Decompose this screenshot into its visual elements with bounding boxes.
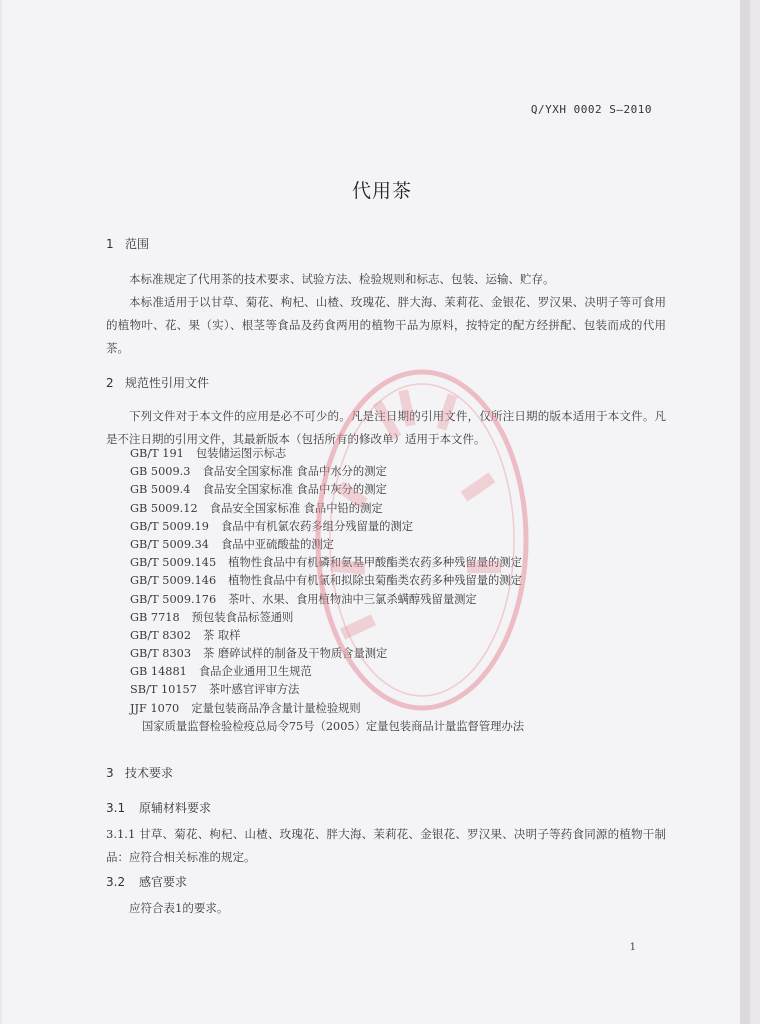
list-item: GB 5009.12 食品安全国家标准 食品中铅的测定 <box>130 501 383 515</box>
list-item: GB 5009.4 食品安全国家标准 食品中灰分的测定 <box>130 483 387 497</box>
section-number: 1 <box>106 237 114 251</box>
section-2-heading <box>106 374 209 391</box>
section-title: 技术要求 <box>125 766 174 780</box>
scope-paragraph-1: 本标准规定了代用茶的技术要求、试验方法、检验规则和标志、包装、运输、贮存。 <box>129 272 555 286</box>
section-title: 规范性引用文件 <box>125 376 210 390</box>
list-item: GB/T 8303 茶 磨碎试样的制备及干物质含量测定 <box>130 647 388 661</box>
list-item: GB 5009.3 食品安全国家标准 食品中水分的测定 <box>130 465 387 479</box>
normative-intro: 下列文件对于本文件的应用是必不可少的。凡是注日期的引用文件，仅所注日期的版本适用于本文件。凡是不注日期的引用文件，其最新版本（包括所有的修改单）适用于本文件。 <box>106 409 666 446</box>
scope-paragraph-2: 本标准适用于以甘草、菊花、枸杞、山楂、玫瑰花、胖大海、茉莉花、金银花、罗汉果、决明子等可食用的植物叶、花、果（实）、根茎等食品及药食两用的植物干品为原料，按特定的配方经拼配、包装而成的代用茶。 <box>106 295 666 355</box>
list-item: GB/T 5009.176 茶叶、水果、食用植物油中三氯杀螨醇残留量测定 <box>130 592 477 606</box>
reference-list <box>130 445 524 736</box>
page-title: 代用茶 <box>351 180 412 202</box>
list-item: JJF 1070 定量包装商品净含量计量检验规则 <box>130 701 361 715</box>
list-item: GB/T 5009.19 食品中有机氯农药多组分残留量的测定 <box>130 519 414 533</box>
list-item: GB/T 8302 茶 取样 <box>130 628 241 642</box>
document-page <box>2 0 750 1024</box>
list-item: GB/T 5009.146 植物性食品中有机氯和拟除虫菊酯类农药多种残留量的测定 <box>130 574 522 588</box>
section-number: 3.1 <box>106 801 126 815</box>
subsection-3-1-heading <box>106 799 211 816</box>
raw-materials-paragraph: 3.1.1 甘草、菊花、枸杞、山楂、玫瑰花、胖大海、茉莉花、金银花、罗汉果、决明子等药食同源的植物干制品：应符合相关标准的规定。 <box>106 827 666 864</box>
document-number: Q/YXH 0002 S—2010 <box>530 103 652 116</box>
subsection-3-2-heading <box>106 873 187 890</box>
list-item: GB/T 191 包装储运图示标志 <box>130 447 287 460</box>
section-title: 范围 <box>125 237 150 251</box>
section-1-heading <box>106 235 149 252</box>
list-item: GB/T 5009.34 食品中亚硫酸盐的测定 <box>130 537 334 551</box>
section-number: 3 <box>106 766 114 780</box>
sensory-paragraph: 应符合表1的要求。 <box>129 901 229 915</box>
list-item: GB/T 5009.145 植物性食品中有机磷和氨基甲酸酯类农药多种残留量的测定 <box>130 556 522 570</box>
scan-edge <box>740 0 750 1024</box>
page-number: 1 <box>629 942 636 953</box>
list-item: GB 14881 食品企业通用卫生规范 <box>130 665 312 679</box>
section-title: 感官要求 <box>139 875 188 889</box>
section-3-heading <box>106 764 173 781</box>
section-title: 原辅材料要求 <box>139 801 212 815</box>
list-item: SB/T 10157 茶叶感官评审方法 <box>130 683 300 697</box>
list-item: 国家质量监督检验检疫总局令75号（2005）定量包装商品计量监督管理办法 <box>142 719 525 733</box>
list-item: GB 7718 预包装食品标签通则 <box>130 610 294 624</box>
section-number: 3.2 <box>106 875 126 889</box>
section-number: 2 <box>106 376 114 390</box>
